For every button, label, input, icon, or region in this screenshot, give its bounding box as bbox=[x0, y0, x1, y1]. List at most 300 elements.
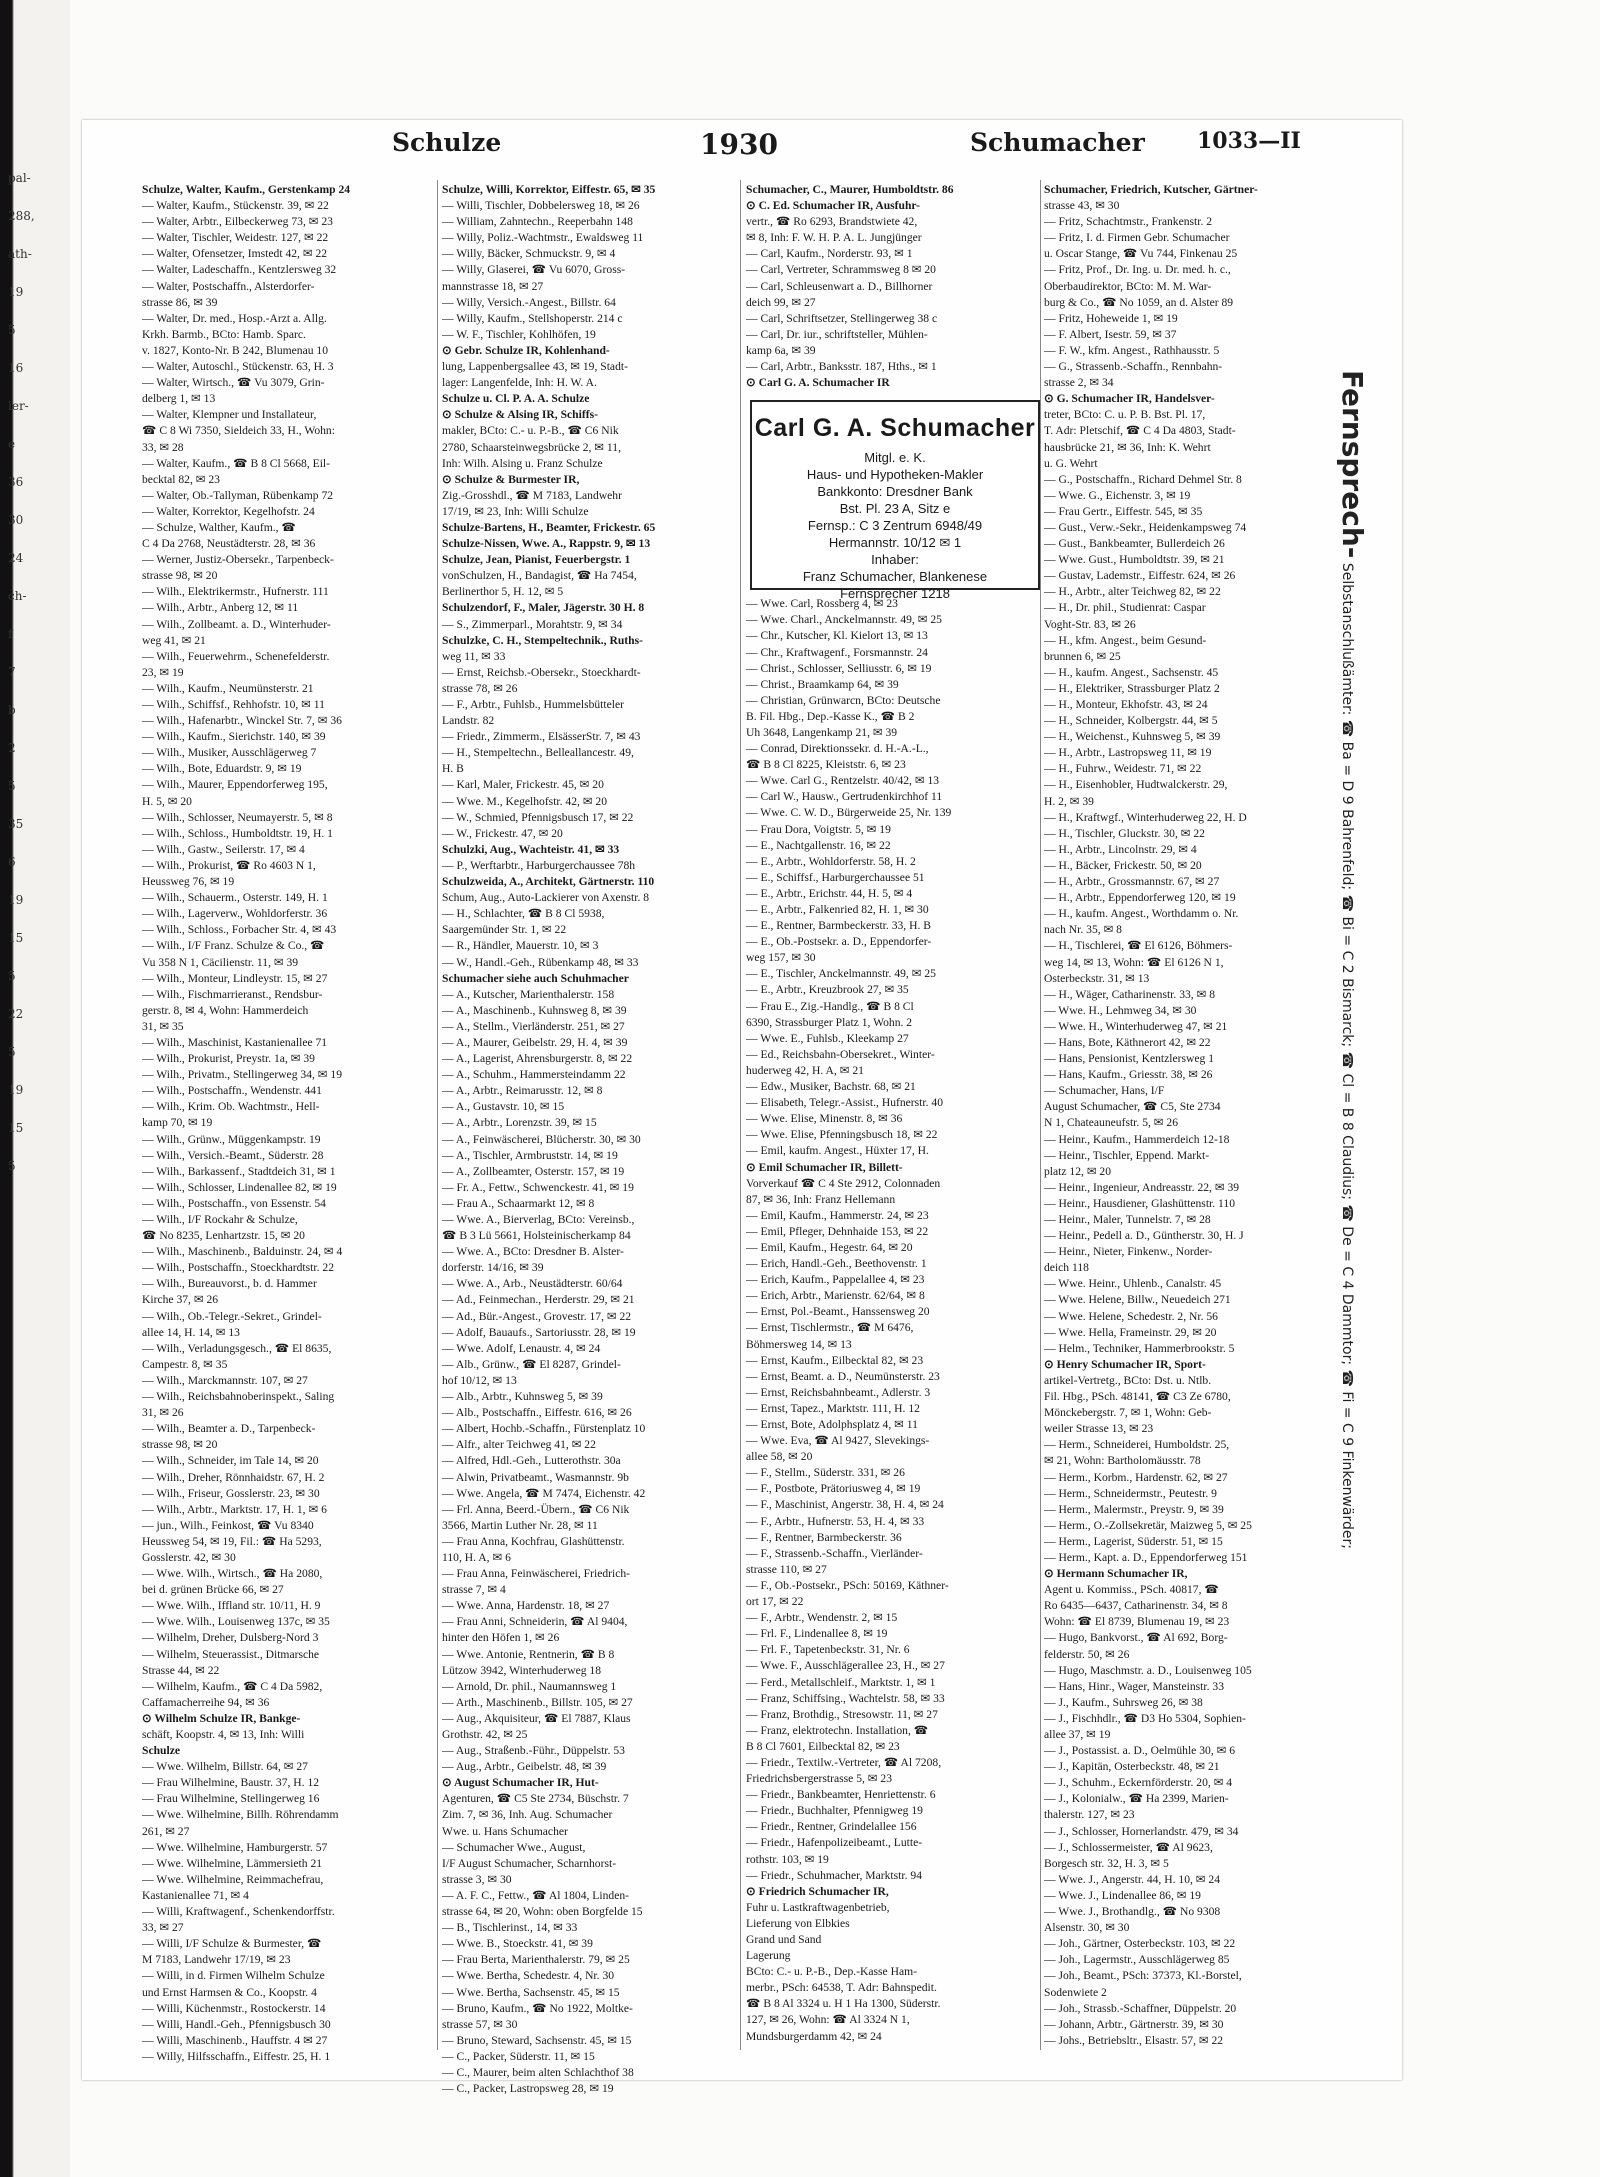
directory-entry: — Wilh., Schiffsf., Rehhofstr. 10, ✉ 11 bbox=[142, 698, 325, 711]
directory-entry: felderstr. 50, ✉ 26 bbox=[1044, 1647, 1130, 1661]
directory-entry: — B., Tischlerinst., 14, ✉ 33 bbox=[442, 1921, 578, 1935]
ad-line: Bankkonto: Dresdner Bank bbox=[817, 484, 973, 499]
directory-entry: 6390, Strassburger Platz 1, Wohn. 2 bbox=[746, 1015, 913, 1029]
directory-entry: — A., Feinwäscherei, Blücherstr. 30, ✉ 30 bbox=[442, 1132, 641, 1146]
directory-entry: — Karl, Maler, Frickestr. 45, ✉ 20 bbox=[442, 778, 604, 792]
directory-entry: Mundsburgerdamm 42, ✉ 24 bbox=[746, 2029, 882, 2043]
directory-entry: — Ad., Feinmechan., Herderstr. 29, ✉ 21 bbox=[442, 1293, 635, 1307]
header-right-keyword: Schumacher bbox=[970, 128, 1145, 157]
directory-entry: treter, BCto: C. u. P. B. Bst. Pl. 17, bbox=[1044, 408, 1206, 422]
directory-entry: — Wilh., Beamter a. D., Tarpenbeck- bbox=[142, 1422, 316, 1436]
adjacent-page-fragment: 5 bbox=[8, 969, 16, 983]
ad-line: Mitgl. e. K. bbox=[864, 450, 926, 465]
directory-entry: — Gustav, Lademstr., Eiffestr. 624, ✉ 26 bbox=[1044, 569, 1236, 583]
directory-entry: weg 41, ✉ 21 bbox=[142, 633, 206, 647]
directory-entry: — Chr., Kutscher, Kl. Kielort 13, ✉ 13 bbox=[746, 629, 928, 643]
directory-entry: — Wwe. C. W. D., Bürgerweide 25, Nr. 139 bbox=[746, 806, 952, 820]
adjacent-page-fragment: 35 bbox=[8, 817, 24, 831]
directory-entry: — Wwe. H., Lehmweg 34, ✉ 30 bbox=[1044, 1003, 1197, 1017]
directory-entry: — Wilh., Marckmannstr. 107, ✉ 27 bbox=[142, 1373, 308, 1387]
adjacent-page-fragment: 19 bbox=[8, 285, 24, 299]
directory-entry: — Bruno, Steward, Sachsenstr. 45, ✉ 15 bbox=[442, 2033, 632, 2047]
directory-entry: — Ernst, Pol.-Beamt., Hanssensweg 20 bbox=[746, 1305, 930, 1319]
directory-entry: — Wilh., Versich.-Beamt., Süderstr. 28 bbox=[142, 1148, 324, 1162]
directory-entry: August Schumacher, ☎ C5, Ste 2734 bbox=[1044, 1100, 1221, 1114]
directory-entry: — Wwe. Eva, ☎ Al 9427, Slevekings- bbox=[746, 1434, 930, 1448]
directory-entry: — Wilh., Hafenarbtr., Winckel Str. 7, ✉ 36 bbox=[142, 714, 342, 728]
directory-entry: — J., Kaufm., Suhrsweg 26, ✉ 38 bbox=[1044, 1695, 1203, 1709]
directory-entry: — Hans, Pensionist, Kentzlersweg 1 bbox=[1044, 1052, 1215, 1066]
directory-entry: 33, ✉ 27 bbox=[142, 1921, 184, 1935]
directory-entry: — Chr., Kraftwagenf., Forsmannstr. 24 bbox=[746, 645, 928, 659]
directory-entry: Osterbeckstr. 31, ✉ 13 bbox=[1044, 971, 1150, 985]
directory-entry: — Frau Berta, Marienthalerstr. 79, ✉ 25 bbox=[442, 1953, 630, 1967]
adjacent-page-strip bbox=[0, 0, 70, 2177]
directory-entry: H. 2, ✉ 39 bbox=[1044, 794, 1094, 808]
directory-entry: — Carl, Arbtr., Banksstr. 187, Hths., ✉ 1 bbox=[746, 360, 937, 374]
directory-entry: — Wwe. Wilhelmine, Billh. Röhrendamm bbox=[142, 1808, 339, 1822]
directory-entry: — Helm., Techniker, Hammerbrookstr. 5 bbox=[1044, 1341, 1235, 1355]
directory-entry: Schulze, Willi, Korrektor, Eiffestr. 65, ✉ 35 bbox=[442, 183, 656, 196]
directory-entry: — F., Postbote, Prätoriusweg 4, ✉ 19 bbox=[746, 1482, 921, 1496]
adjacent-page-fragment: ler- bbox=[8, 399, 29, 413]
directory-entry: — Christ., Schlosser, Selliusstr. 6, ✉ 19 bbox=[746, 661, 932, 675]
directory-entry: — Walter, Arbtr., Eilbeckerweg 73, ✉ 23 bbox=[142, 215, 333, 229]
directory-entry: — Erich, Handl.-Geh., Beethovenstr. 1 bbox=[746, 1257, 927, 1271]
directory-entry: — E., Schiffsf., Harburgerchaussee 51 bbox=[746, 870, 925, 884]
adjacent-page-fragment: 15 bbox=[8, 931, 24, 945]
directory-entry: Strasse 44, ✉ 22 bbox=[142, 1663, 220, 1677]
directory-entry: — A., Schuhm., Hammersteindamm 22 bbox=[442, 1068, 626, 1082]
directory-entry: dorferstr. 14/16, ✉ 39 bbox=[442, 1261, 544, 1275]
directory-entry: — A., Kutscher, Marienthalerstr. 158 bbox=[442, 987, 615, 1001]
directory-entry: — Wwe. Bertha, Schedestr. 4, Nr. 30 bbox=[442, 1969, 615, 1983]
directory-entry: — Wwe. M., Kegelhofstr. 42, ✉ 20 bbox=[442, 794, 608, 808]
adjacent-page-fragment: 2 bbox=[8, 741, 16, 755]
directory-entry: — A., Maschinenb., Kuhnsweg 8, ✉ 39 bbox=[442, 1003, 627, 1017]
telephone-exchange-sidebar bbox=[1336, 370, 1397, 1549]
directory-entry: — Conrad, Direktionssekr. d. H.-A.-L., bbox=[746, 742, 929, 756]
directory-entry: Schulze, Jean, Pianist, Feuerbergstr. 1 bbox=[442, 553, 631, 567]
directory-entry: — Franz, Schiffsing., Wachtelstr. 58, ✉ 33 bbox=[746, 1691, 945, 1705]
directory-entry: — Ernst, Tapez., Marktstr. 111, H. 12 bbox=[746, 1401, 920, 1415]
adjacent-page-fragment: 19 bbox=[8, 893, 24, 907]
directory-entry: — Arnold, Dr. phil., Naumannsweg 1 bbox=[442, 1679, 617, 1693]
directory-entry: — F., Stellm., Süderstr. 331, ✉ 26 bbox=[746, 1466, 905, 1480]
directory-page bbox=[82, 120, 1402, 2096]
directory-entry: — Alb., Postschaffn., Eiffestr. 616, ✉ 26 bbox=[442, 1406, 632, 1420]
directory-entry: — Bruno, Kaufm., ☎ No 1922, Moltke- bbox=[442, 2001, 633, 2015]
directory-entry: deich 99, ✉ 27 bbox=[746, 295, 816, 309]
directory-entry: — Wilh., Dreher, Rönnhaidstr. 67, H. 2 bbox=[142, 1470, 325, 1484]
directory-entry: hausbrücke 21, ✉ 36, Inh: K. Wehrt bbox=[1044, 440, 1211, 454]
directory-entry: — H., Weichenst., Kuhnsweg 5, ✉ 39 bbox=[1044, 730, 1221, 744]
directory-entry: gerstr. 8, ✉ 4, Wohn: Hammerdeich bbox=[142, 1003, 309, 1017]
directory-entry: kamp 70, ✉ 19 bbox=[142, 1116, 213, 1130]
directory-entry: — Wwe. Wilhelm, Billstr. 64, ✉ 27 bbox=[142, 1760, 308, 1774]
directory-entry: — Arth., Maschinenb., Billstr. 105, ✉ 27 bbox=[442, 1695, 633, 1709]
directory-entry: Ro 6435—6437, Catharinenstr. 34, ✉ 8 bbox=[1044, 1599, 1228, 1613]
directory-entry: — Willi, Maschinenb., Hauffstr. 4 ✉ 27 bbox=[142, 2033, 328, 2047]
directory-entry: Borgesch str. 32, H. 3, ✉ 5 bbox=[1044, 1856, 1169, 1870]
directory-entry: — E., Arbtr., Kreuzbrook 27, ✉ 35 bbox=[746, 983, 909, 997]
directory-entry: — Willy, Poliz.-Wachtmstr., Ewaldsweg 11 bbox=[442, 231, 644, 245]
adjacent-page-fragment: 6 bbox=[8, 855, 16, 869]
directory-entry: ☎ C 8 Wi 7350, Sieldeich 33, H., Wohn: bbox=[142, 424, 335, 438]
directory-entry: — Wwe. Carl G., Rentzelstr. 40/42, ✉ 13 bbox=[746, 774, 940, 788]
directory-entry: — Willy, Glaserei, ☎ Vu 6070, Gross- bbox=[442, 263, 626, 277]
directory-entry: — Heinr., Hausdiener, Glashüttenstr. 110 bbox=[1044, 1196, 1236, 1210]
directory-entry: — H., kaufm. Angest., Worthdamm o. Nr. bbox=[1044, 907, 1239, 921]
directory-entry: — Ernst, Tischlermstr., ☎ M 6476, bbox=[746, 1321, 914, 1335]
directory-entry: becktal 82, ✉ 23 bbox=[142, 472, 220, 486]
directory-entry: M 7183, Landwehr 17/19, ✉ 23 bbox=[142, 1953, 291, 1967]
directory-entry: — Fritz, Hoheweide 1, ✉ 19 bbox=[1044, 311, 1178, 325]
directory-entry: — F., Maschinist, Angerstr. 38, H. 4, ✉ 24 bbox=[746, 1498, 944, 1512]
directory-entry: strasse 64, ✉ 20, Wohn: oben Borgfelde 15 bbox=[442, 1905, 643, 1919]
directory-entry: bei d. grünen Brücke 66, ✉ 27 bbox=[142, 1583, 284, 1597]
directory-entry: Lagerung bbox=[746, 1949, 791, 1963]
directory-entry: N 1, Chateauneufstr. 5, ✉ 26 bbox=[1044, 1116, 1179, 1130]
directory-entry: Vorverkauf ☎ C 4 Ste 2912, Colonnaden bbox=[746, 1176, 941, 1190]
column-divider bbox=[1040, 180, 1041, 2050]
directory-entry: — Alb., Arbtr., Kuhnsweg 5, ✉ 39 bbox=[442, 1390, 603, 1404]
directory-entry: — Hugo, Bankvorst., ☎ Al 692, Borg- bbox=[1044, 1631, 1228, 1645]
directory-entry: ⊙ Carl G. A. Schumacher IR bbox=[746, 376, 890, 390]
directory-entry: 3566, Martin Luther Nr. 28, ✉ 11 bbox=[442, 1518, 598, 1532]
directory-entry: und Ernst Harmsen & Co., Koopstr. 4 bbox=[142, 1985, 317, 1999]
directory-entry: 23, ✉ 19 bbox=[142, 665, 184, 679]
directory-entry: — Schumacher Wwe., August, bbox=[442, 1840, 586, 1854]
directory-entry: — Hans, Bote, Käthnerort 42, ✉ 22 bbox=[1044, 1035, 1211, 1049]
directory-entry: — Wilh., Schlosser, Neumayerstr. 5, ✉ 8 bbox=[142, 810, 333, 824]
directory-entry: — Wwe. E., Fuhlsb., Kleekamp 27 bbox=[746, 1031, 909, 1045]
directory-entry: — Willy, Hilfsschaffn., Eiffestr. 25, H. 1 bbox=[142, 2049, 331, 2063]
page-header bbox=[82, 120, 1402, 168]
directory-entry: — Wwe. Helene, Billw., Neuedeich 271 bbox=[1044, 1293, 1231, 1307]
directory-entry: vonSchulzen, H., Bandagist, ☎ Ha 7454, bbox=[442, 569, 637, 583]
directory-entry: — Herm., Schneidermstr., Peutestr. 9 bbox=[1044, 1486, 1217, 1500]
directory-entry: Saargemünder Str. 1, ✉ 22 bbox=[442, 923, 567, 937]
directory-entry: H. 5, ✉ 20 bbox=[142, 794, 192, 808]
directory-entry: merbr., PSch: 64538, T. Adr: Bahnspedit. bbox=[746, 1981, 937, 1995]
directory-entry: — Wilh., Bureauvorst., b. d. Hammer bbox=[142, 1277, 317, 1291]
directory-entry: — Fr. A., Fettw., Schwenckestr. 41, ✉ 19 bbox=[442, 1180, 634, 1194]
directory-entry: Schulze u. Cl. P. A. A. Schulze bbox=[442, 392, 590, 406]
directory-entry: — Walter, Ladeschaffn., Kentzlersweg 32 bbox=[142, 263, 337, 277]
directory-entry: Inh: Wilh. Alsing u. Franz Schulze bbox=[442, 456, 603, 470]
directory-entry: — Walter, Postschaffn., Alsterdorfer- bbox=[142, 279, 315, 293]
header-year: 1930 bbox=[700, 128, 778, 161]
directory-entry: platz 12, ✉ 20 bbox=[1044, 1164, 1112, 1178]
directory-entry: u. Oscar Stange, ☎ Vu 744, Finkenau 25 bbox=[1044, 247, 1238, 261]
directory-entry: — Willi, I/F Schulze & Burmester, ☎ bbox=[142, 1937, 322, 1951]
directory-entry: — A., Tischler, Armbruststr. 14, ✉ 19 bbox=[442, 1148, 618, 1162]
directory-entry: — Wilh., Kaufm., Sierichstr. 140, ✉ 39 bbox=[142, 730, 326, 744]
directory-entry: — C., Packer, Lastropsweg 28, ✉ 19 bbox=[442, 2082, 614, 2096]
sidebar-title: Fernsprech- bbox=[1336, 370, 1369, 559]
directory-entry: — Wilh., Krim. Ob. Wachtmstr., Hell- bbox=[142, 1100, 320, 1114]
directory-entry: — J., Schlosser, Hornerlandstr. 479, ✉ 34 bbox=[1044, 1824, 1239, 1838]
directory-entry: — H., Tischler, Gluckstr. 30, ✉ 22 bbox=[1044, 826, 1205, 840]
directory-entry: — Wwe. Charl., Anckelmannstr. 49, ✉ 25 bbox=[746, 613, 942, 627]
directory-entry: — Frau A., Schaarmarkt 12, ✉ 8 bbox=[442, 1196, 595, 1210]
directory-entry: — Wilh., Friseur, Gosslerstr. 23, ✉ 30 bbox=[142, 1486, 320, 1500]
adjacent-page-fragment: 30 bbox=[8, 513, 24, 527]
directory-entry: vertr., ☎ Ro 6293, Brandstwiete 42, bbox=[746, 215, 918, 229]
directory-entry: — Franz, Brothdig., Stresowstr. 11, ✉ 27 bbox=[746, 1707, 938, 1721]
directory-entry: B 8 Cl 7601, Eilbecktal 82, ✉ 23 bbox=[746, 1739, 900, 1753]
directory-entry: — Elisabeth, Telegr.-Assist., Hufnerstr. 40 bbox=[746, 1096, 944, 1110]
directory-entry: — J., Fischhdlr., ☎ D3 Ho 5304, Sophien- bbox=[1044, 1711, 1246, 1725]
directory-entry: — Willy, Versich.-Angest., Billstr. 64 bbox=[442, 295, 616, 309]
directory-entry: — F., Strassenb.-Schaffn., Vierländer- bbox=[746, 1546, 923, 1560]
directory-entry: — Willi, in d. Firmen Wilhelm Schulze bbox=[142, 1969, 325, 1983]
directory-entry: — W., Frickestr. 47, ✉ 20 bbox=[442, 826, 563, 840]
directory-entry: — J., Schuhm., Eckernförderstr. 20, ✉ 4 bbox=[1044, 1776, 1233, 1790]
directory-entry: — E., Arbtr., Erichstr. 44, H. 5, ✉ 4 bbox=[746, 886, 913, 900]
directory-entry: ⊙ August Schumacher IR, Hut- bbox=[442, 1776, 599, 1790]
directory-entry: Heussweg 54, ✉ 19, Fil.: ☎ Ha 5293, bbox=[142, 1534, 322, 1548]
directory-entry: — Frau Wilhelmine, Baustr. 37, H. 12 bbox=[142, 1776, 320, 1790]
directory-entry: — Wilh., Barkassenf., Stadtdeich 31, ✉ 1 bbox=[142, 1164, 336, 1178]
directory-entry: — E., Ob.-Postsekr. a. D., Eppendorfer- bbox=[746, 935, 932, 949]
adjacent-page-fragment: 36 bbox=[8, 475, 24, 489]
adjacent-page-fragment: 5 bbox=[8, 779, 16, 793]
directory-entry: — Wilh., Fischmarrieranst., Rendsbur- bbox=[142, 987, 323, 1001]
directory-entry: Berlinerthor 5, H. 12, ✉ 5 bbox=[442, 585, 564, 599]
directory-entry: — H., Arbtr., Eppendorferweg 120, ✉ 19 bbox=[1044, 891, 1236, 905]
adjacent-page-fragment: 19 bbox=[8, 1083, 24, 1097]
directory-entry: — Willy, Bäcker, Schmuckstr. 9, ✉ 4 bbox=[442, 247, 616, 261]
directory-entry: — Ad., Bür.-Angest., Grovestr. 17, ✉ 22 bbox=[442, 1309, 632, 1323]
directory-entry: — Aug., Arbtr., Geibelstr. 48, ✉ 39 bbox=[442, 1760, 607, 1774]
directory-entry: — Frau Anni, Schneiderin, ☎ Al 9404, bbox=[442, 1615, 628, 1629]
directory-entry: Wohn: ☎ El 8739, Blumenau 19, ✉ 23 bbox=[1044, 1615, 1230, 1629]
directory-entry: — J., Kapitän, Osterbeckstr. 48, ✉ 21 bbox=[1044, 1760, 1220, 1774]
directory-entry: — Willi, Tischler, Dobbelersweg 18, ✉ 26 bbox=[442, 199, 640, 213]
directory-entry: ✉ 21, Wohn: Bartholomäusstr. 78 bbox=[1044, 1454, 1201, 1468]
directory-entry: — Schulze, Walther, Kaufm., ☎ bbox=[142, 520, 296, 534]
adjacent-page-fragment: 5 bbox=[8, 323, 16, 337]
directory-entry: — Willy, Kaufm., Stellshoperstr. 214 c bbox=[442, 311, 623, 325]
directory-entry: — Frau Gertr., Eiffestr. 545, ✉ 35 bbox=[1044, 504, 1203, 518]
directory-entry: Vu 358 N 1, Cäcilienstr. 11, ✉ 39 bbox=[142, 955, 299, 969]
directory-entry: ⊙ C. Ed. Schumacher IR, Ausfuhr- bbox=[746, 199, 920, 213]
directory-entry: — Herm., Malermstr., Preystr. 9, ✉ 39 bbox=[1044, 1502, 1224, 1516]
directory-entry: — Werner, Justiz-Obersekr., Tarpenbeck- bbox=[142, 553, 334, 567]
directory-entry: — William, Zahntechn., Reeperbahn 148 bbox=[442, 215, 633, 229]
directory-entry: — H., Eisenhobler, Hudtwalckerstr. 29, bbox=[1044, 778, 1228, 792]
directory-entry: ✉ 8, Inh: F. W. H. P. A. L. Jungjünger bbox=[746, 231, 922, 245]
directory-entry: — Herm., Kapt. a. D., Eppendorferweg 151 bbox=[1044, 1550, 1248, 1564]
directory-entry: Gosslerstr. 42, ✉ 30 bbox=[142, 1550, 236, 1564]
directory-entry: lager: Langenfelde, Inh: H. W. A. bbox=[442, 376, 597, 390]
directory-entry: — Wwe. Hella, Frameinstr. 29, ✉ 20 bbox=[1044, 1325, 1217, 1339]
directory-entry: — Ferd., Metallschleif., Marktstr. 1, ✉ 1 bbox=[746, 1675, 936, 1689]
directory-entry: Voght-Str. 83, ✉ 26 bbox=[1044, 617, 1136, 631]
directory-entry: — Willi, Küchenmstr., Rostockerstr. 14 bbox=[142, 2001, 326, 2015]
directory-entry: — Johs., Betriebsltr., Elsastr. 57, ✉ 22 bbox=[1044, 2033, 1224, 2047]
directory-entry: — Walter, Klempner und Installateur, bbox=[142, 408, 317, 422]
directory-entry: — Wwe. Antonie, Rentnerin, ☎ B 8 bbox=[442, 1647, 615, 1661]
page-number: 1033—II bbox=[1197, 128, 1301, 154]
directory-entry: ☎ B 8 Cl 8225, Kleiststr. 6, ✉ 23 bbox=[746, 758, 906, 772]
directory-entry: — Wilh., Zollbeamt. a. D., Winterhuder- bbox=[142, 617, 331, 631]
directory-entry: — Wilh., Postschaffn., Stoeckhardtstr. 22 bbox=[142, 1261, 334, 1275]
adjacent-page-fragment: 288, bbox=[8, 209, 35, 223]
directory-entry: — Ernst, Reichsbahnbeamt., Adlerstr. 3 bbox=[746, 1385, 931, 1399]
directory-entry: u. G. Wehrt bbox=[1044, 456, 1098, 470]
directory-entry: Schumacher, Friedrich, Kutscher, Gärtner- bbox=[1044, 183, 1258, 196]
directory-entry: 127, ✉ 26, Wohn: ☎ Al 3324 N 1, bbox=[746, 2013, 910, 2027]
ad-body bbox=[752, 449, 1038, 602]
directory-entry: — H., Wäger, Catharinenstr. 33, ✉ 8 bbox=[1044, 987, 1215, 1001]
directory-entry: — G., Postschaffn., Richard Dehmel Str. 8 bbox=[1044, 472, 1242, 486]
directory-entry: Landstr. 82 bbox=[442, 714, 495, 728]
ad-line: Hermannstr. 10/12 ✉ 1 bbox=[828, 535, 962, 550]
directory-entry: Schulze bbox=[142, 1744, 181, 1758]
directory-entry: Schumacher siehe auch Schuhmacher bbox=[442, 971, 629, 985]
directory-entry: — A., Zollbeamter, Osterstr. 157, ✉ 19 bbox=[442, 1164, 625, 1178]
directory-entry: — A., Maurer, Geibelstr. 29, H. 4, ✉ 39 bbox=[442, 1035, 628, 1049]
directory-entry: — Friedr., Zimmerm., ElsässerStr. 7, ✉ 43 bbox=[442, 730, 641, 744]
directory-entry: — Hugo, Maschmstr. a. D., Louisenweg 105 bbox=[1044, 1663, 1252, 1677]
directory-entry: — Wilh., Prokurist, ☎ Ro 4603 N 1, bbox=[142, 858, 316, 872]
directory-entry: — Emil, kaufm. Angest., Hüxter 17, H. bbox=[746, 1144, 929, 1158]
directory-entry: — Friedr., Rentner, Grindelallee 156 bbox=[746, 1820, 917, 1834]
directory-entry: — Walter, Autoschl., Stückenstr. 63, H. 3 bbox=[142, 360, 334, 374]
directory-entry: — Joh., Gärtner, Osterbeckstr. 103, ✉ 22 bbox=[1044, 1937, 1236, 1951]
adjacent-page-fragment: ath- bbox=[8, 247, 32, 261]
directory-entry: weiler Strasse 13, ✉ 23 bbox=[1044, 1422, 1154, 1436]
directory-entry: Wwe. u. Hans Schumacher bbox=[442, 1824, 568, 1838]
directory-entry: — Ernst, Bote, Adolphsplatz 4, ✉ 11 bbox=[746, 1418, 918, 1431]
adjacent-page-fragment: e bbox=[8, 437, 16, 451]
adjacent-page-fragment: 5 bbox=[8, 1045, 16, 1059]
adjacent-page-fragment: b bbox=[8, 703, 16, 717]
directory-entry: — Wwe. Gust., Humboldtstr. 39, ✉ 21 bbox=[1044, 553, 1225, 567]
directory-entry: — Wilh., Maurer, Eppendorferweg 195, bbox=[142, 778, 328, 792]
directory-entry: — Aug., Straßenb.-Führ., Düppelstr. 53 bbox=[442, 1744, 625, 1758]
directory-entry: — Emil, Pfleger, Dehnhaide 153, ✉ 22 bbox=[746, 1224, 929, 1238]
directory-entry: — Frau E., Zig.-Handlg., ☎ B 8 Cl bbox=[746, 999, 914, 1013]
ad-title: Carl G. A. Schumacher bbox=[754, 414, 1036, 442]
directory-entry: 31, ✉ 35 bbox=[142, 1019, 184, 1033]
directory-entry: — Heinr., Maler, Tunnelstr. 7, ✉ 28 bbox=[1044, 1213, 1211, 1226]
directory-entry: — J., Postassist. a. D., Oelmühle 30, ✉ 6 bbox=[1044, 1744, 1236, 1758]
directory-entry: Zim. 7, ✉ 36, Inh. Aug. Schumacher bbox=[442, 1808, 613, 1822]
directory-entry: Agenturen, ☎ C5 Ste 2734, Büschstr. 7 bbox=[442, 1792, 629, 1806]
directory-entry: Alsenstr. 30, ✉ 30 bbox=[1044, 1921, 1130, 1935]
directory-entry: deich 118 bbox=[1044, 1261, 1089, 1275]
directory-entry: strasse 43, ✉ 30 bbox=[1044, 199, 1120, 213]
directory-entry: — H., Kraftwgf., Winterhuderweg 22, H. D bbox=[1044, 810, 1247, 824]
directory-entry: ⊙ Friedrich Schumacher IR, bbox=[746, 1884, 889, 1898]
directory-entry: H. B bbox=[442, 762, 464, 776]
directory-entry: — Emil, Kaufm., Hammerstr. 24, ✉ 23 bbox=[746, 1208, 929, 1222]
directory-entry: — H., Fuhrw., Weidestr. 71, ✉ 22 bbox=[1044, 762, 1202, 776]
directory-entry: — E., Tischler, Anckelmannstr. 49, ✉ 25 bbox=[746, 967, 936, 981]
directory-entry: — Herm., O.-Zollsekretär, Maizweg 5, ✉ 25 bbox=[1044, 1518, 1252, 1532]
directory-entry: hof 10/12, ✉ 13 bbox=[442, 1373, 517, 1387]
directory-entry: makler, BCto: C.- u. P.-B., ☎ C6 Nik bbox=[442, 424, 619, 438]
directory-entry: — Gust., Verw.-Sekr., Heidenkampsweg 74 bbox=[1044, 520, 1247, 534]
header-left-keyword: Schulze bbox=[392, 128, 502, 157]
directory-entry: — Frau Dora, Voigtstr. 5, ✉ 19 bbox=[746, 822, 891, 836]
directory-entry: — H., Tischlerei, ☎ El 6126, Böhmers- bbox=[1044, 939, 1233, 953]
directory-entry: — E., Rentner, Barmbeckerstr. 33, H. B bbox=[746, 919, 931, 933]
directory-entry: Fil. Hbg., PSch. 48141, ☎ C3 Ze 6780, bbox=[1044, 1390, 1231, 1404]
directory-entry: strasse 110, ✉ 27 bbox=[746, 1562, 827, 1576]
directory-entry: — F. W., kfm. Angest., Rathhausstr. 5 bbox=[1044, 343, 1220, 357]
directory-entry: — Frl. F., Lindenallee 8, ✉ 19 bbox=[746, 1627, 888, 1641]
directory-entry: Grand und Sand bbox=[746, 1933, 822, 1946]
directory-entry: — Ernst, Kaufm., Eilbecktal 82, ✉ 23 bbox=[746, 1353, 924, 1367]
directory-entry: — Wilh., Kaufm., Neumünsterstr. 21 bbox=[142, 681, 314, 695]
directory-entry: — Wwe. Wilh., Louisenweg 137c, ✉ 35 bbox=[142, 1615, 330, 1629]
directory-entry: — Christian, Grünwarcn, BCto: Deutsche bbox=[746, 693, 941, 707]
directory-entry: — Wilh., Feuerwehrm., Schenefelderstr. bbox=[142, 649, 330, 663]
directory-entry: — H., Arbtr., Lincolnstr. 29, ✉ 4 bbox=[1044, 842, 1197, 856]
directory-entry: ⊙ Emil Schumacher IR, Billett- bbox=[746, 1160, 903, 1174]
directory-entry: — Walter, Kaufm., ☎ B 8 Cl 5668, Eil- bbox=[142, 456, 331, 470]
directory-entry: — Alwin, Privatbeamt., Wasmannstr. 9b bbox=[442, 1470, 629, 1484]
directory-entry: — Wilh., Musiker, Ausschlägerweg 7 bbox=[142, 746, 317, 760]
directory-entry: — C., Maurer, beim alten Schlachthof 38 bbox=[442, 2065, 634, 2079]
directory-entry: Schulze, Walter, Kaufm., Gerstenkamp 24 bbox=[142, 183, 351, 196]
adjacent-page-fragment: ch- bbox=[8, 589, 27, 603]
directory-entry: — Carl, Dr. iur., schriftsteller, Mühlen- bbox=[746, 327, 928, 341]
directory-entry: — H., Elektriker, Strassburger Platz 2 bbox=[1044, 681, 1220, 695]
directory-entry: — Wilh., Postschaffn., von Essenstr. 54 bbox=[142, 1196, 326, 1210]
directory-entry: — Willi, Kraftwagenf., Schenkendorffstr. bbox=[142, 1905, 335, 1919]
directory-entry: — Willi, Handl.-Geh., Pfennigsbusch 30 bbox=[142, 2017, 331, 2031]
directory-entry: — E., Nachtgallenstr. 16, ✉ 22 bbox=[746, 838, 891, 852]
directory-entry: — F., Arbtr., Fuhlsb., Hummelsbütteler bbox=[442, 698, 624, 711]
directory-entry: — Friedr., Schuhmacher, Marktstr. 94 bbox=[746, 1868, 922, 1882]
directory-entry: — Wwe. Elise, Minenstr. 8, ✉ 36 bbox=[746, 1112, 903, 1126]
directory-entry: strasse 57, ✉ 30 bbox=[442, 2017, 518, 2031]
directory-entry: — Wilh., Ob.-Telegr.-Sekret., Grindel- bbox=[142, 1309, 322, 1323]
directory-entry: ⊙ Wilhelm Schulze IR, Bankge- bbox=[142, 1711, 301, 1725]
directory-entry: — Carl W., Hausw., Gertrudenkirchhof 11 bbox=[746, 790, 943, 804]
directory-entry: strasse 78, ✉ 26 bbox=[442, 681, 518, 695]
directory-entry: — W., Schmied, Pfennigsbusch 17, ✉ 22 bbox=[442, 810, 634, 824]
directory-entry: — Joh., Beamt., PSch: 37373, Kl.-Borstel, bbox=[1044, 1969, 1242, 1983]
ad-line: Fernsp.: C 3 Zentrum 6948/49 bbox=[807, 518, 983, 533]
directory-entry: 110, H. A, ✉ 6 bbox=[442, 1550, 511, 1564]
directory-entry: — Erich, Kaufm., Pappelallee 4, ✉ 23 bbox=[746, 1273, 925, 1287]
directory-entry: T. Adr: Pletschif, ☎ C 4 Da 4803, Stadt- bbox=[1044, 424, 1236, 438]
directory-entry: — Alb., Grünw., ☎ El 8287, Grindel- bbox=[442, 1357, 621, 1371]
directory-entry: — E., Arbtr., Wohldorferstr. 58, H. 2 bbox=[746, 854, 916, 868]
directory-entry: — Franz, elektrotechn. Installation, ☎ bbox=[746, 1723, 929, 1737]
directory-entry: — H., Arbtr., Lastropsweg 11, ✉ 19 bbox=[1044, 746, 1212, 760]
directory-entry: — Wilh., Maschinist, Kastanienallee 71 bbox=[142, 1035, 328, 1049]
adjacent-page-fragment: 5 bbox=[8, 1159, 16, 1173]
ad-line: Franz Schumacher, Blankenese bbox=[802, 569, 988, 584]
directory-entry: — Wilh., Schauerm., Osterstr. 149, H. 1 bbox=[142, 891, 328, 905]
directory-entry: allee 37, ✉ 19 bbox=[1044, 1728, 1111, 1741]
directory-entry: weg 11, ✉ 33 bbox=[442, 649, 506, 663]
directory-entry: — Herm., Korbm., Hardenstr. 62, ✉ 27 bbox=[1044, 1470, 1228, 1484]
directory-entry: ⊙ G. Schumacher IR, Handelsver- bbox=[1044, 392, 1215, 406]
directory-entry: — Herm., Schneiderei, Humboldstr. 25, bbox=[1044, 1438, 1230, 1452]
directory-entry: — Wilh., Schneider, im Tale 14, ✉ 20 bbox=[142, 1454, 319, 1468]
sidebar-exchanges: Selbstanschlußämter: ☎ Ba = D 9 Bahrenfeld; ☎ Bi = C 2 Bismarck; ☎ Cl = B 8 Claudius; ☎ De = C 4 Dammtor; ☎ Fi = C 9 Finkenwärder; bbox=[1339, 562, 1355, 1549]
directory-entry: Grothstr. 42, ✉ 25 bbox=[442, 1728, 528, 1741]
